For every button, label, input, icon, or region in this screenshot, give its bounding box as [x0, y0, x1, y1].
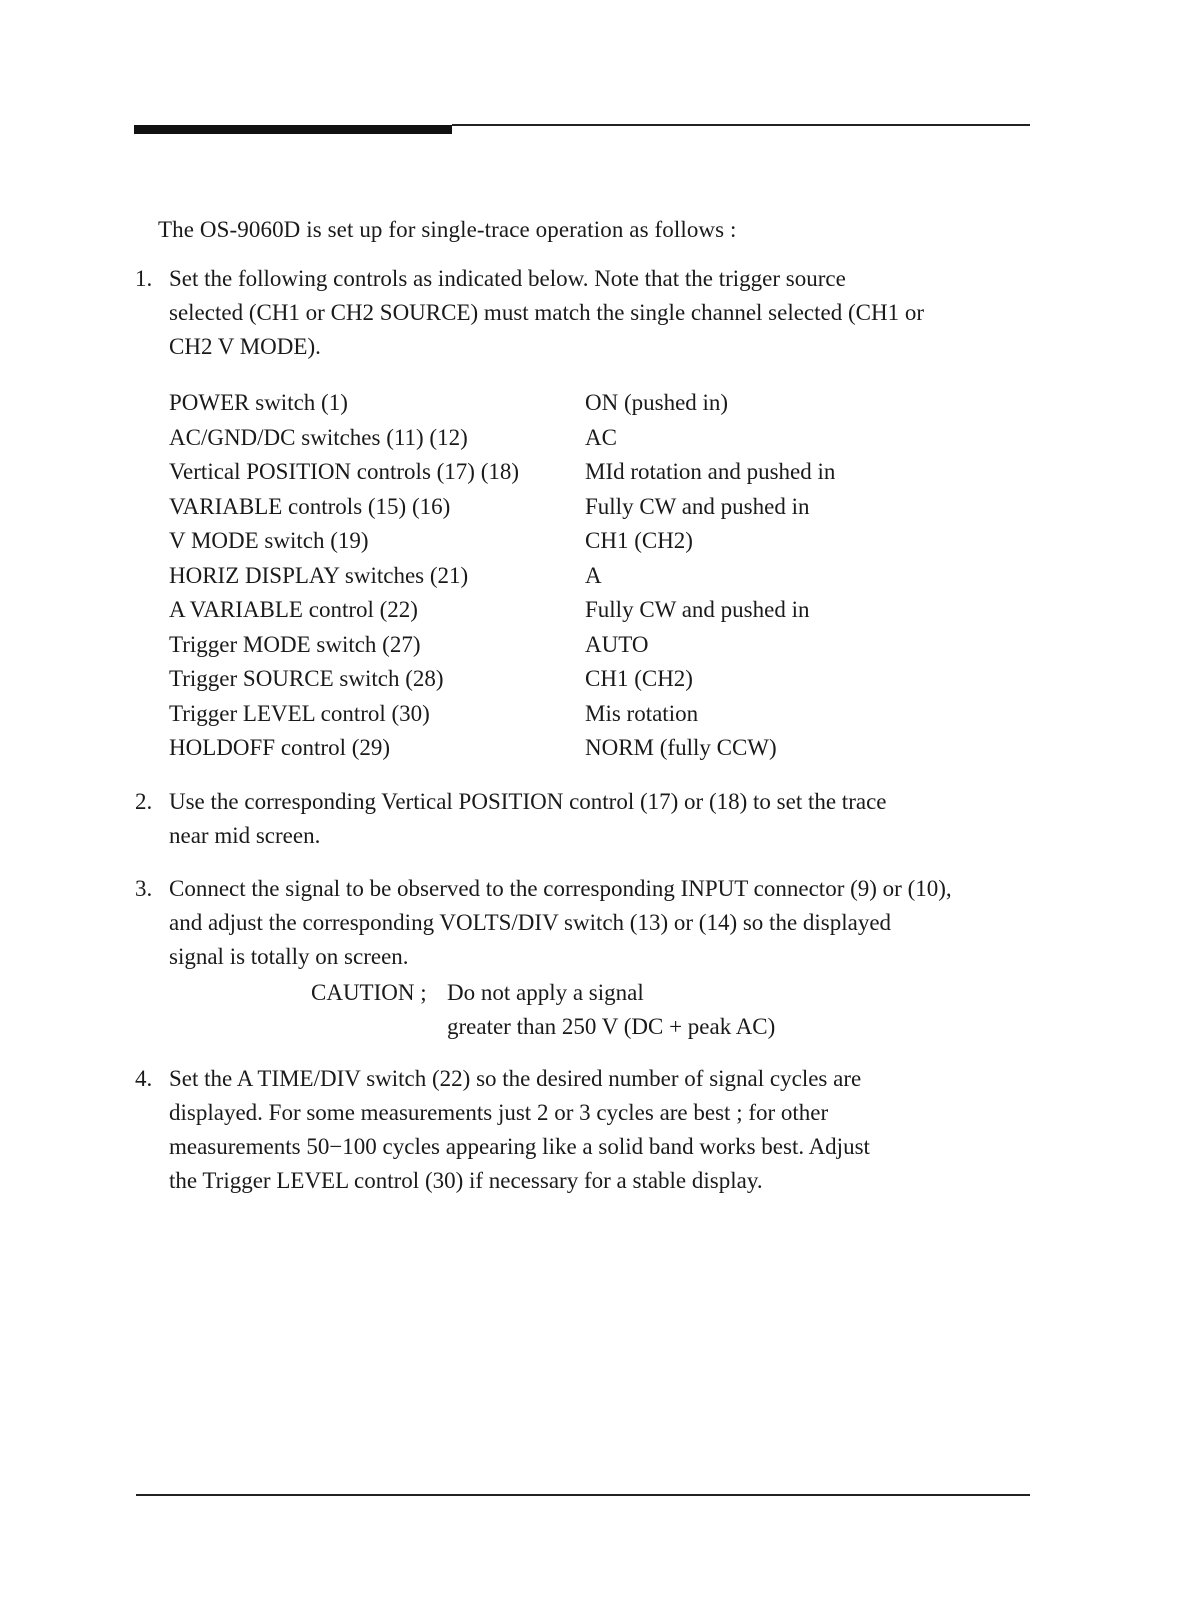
- step-line: signal is totally on screen.: [169, 944, 409, 969]
- control-name: POWER switch (1): [169, 390, 348, 415]
- control-value: Mis rotation: [585, 700, 699, 726]
- control-value: AC: [585, 424, 617, 450]
- step-number: 3.: [135, 876, 153, 901]
- control-name: Trigger LEVEL control (30): [169, 700, 430, 726]
- step-number: 4.: [135, 1066, 153, 1091]
- step-line: displayed. For some measurements just 2 or 3 cycles are best ; for other: [169, 1100, 829, 1125]
- caution-line: Do not apply a signal: [447, 980, 644, 1005]
- step-number: 1.: [135, 266, 153, 291]
- header-thick-rule: [134, 125, 452, 134]
- step-line: CH2 V MODE).: [169, 334, 321, 359]
- step-body: [169, 872, 952, 974]
- control-name: Vertical POSITION controls (17) (18): [169, 459, 520, 484]
- control-value: A: [585, 562, 602, 588]
- step-line: Connect the signal to be observed to the corresponding INPUT connector (9) or (10),: [169, 876, 952, 901]
- header-thin-rule: [452, 124, 1030, 126]
- step-body: [169, 1062, 870, 1198]
- step-body: [169, 785, 886, 853]
- step-line: selected (CH1 or CH2 SOURCE) must match the single channel selected (CH1 or: [169, 300, 925, 325]
- step-line: near mid screen.: [169, 823, 321, 848]
- footer-rule: [136, 1494, 1030, 1496]
- control-name: Trigger SOURCE switch (28): [169, 666, 444, 691]
- intro-text: The OS-9060D is set up for single-trace operation as follows :: [158, 217, 737, 242]
- caution-line: greater than 250 V (DC + peak AC): [447, 1014, 776, 1039]
- control-name: AC/GND/DC switches (11) (12): [169, 424, 468, 450]
- control-value: ON (pushed in): [585, 390, 729, 415]
- step-line: Use the corresponding Vertical POSITION control (17) or (18) to set the trace: [169, 789, 887, 814]
- control-value: MId rotation and pushed in: [585, 459, 836, 484]
- control-value: CH1 (CH2): [585, 666, 693, 691]
- control-name: Trigger MODE switch (27): [169, 631, 421, 657]
- step-line: measurements 50−100 cycles appearing like a solid band works best. Adjust: [169, 1134, 870, 1159]
- control-value: Fully CW and pushed in: [585, 493, 810, 519]
- step-number: 2.: [135, 789, 153, 814]
- control-value: AUTO: [585, 631, 649, 657]
- control-name: HORIZ DISPLAY switches (21): [169, 562, 469, 588]
- control-value: CH1 (CH2): [585, 528, 693, 553]
- step-body: [169, 262, 924, 364]
- control-name: V MODE switch (19): [169, 528, 369, 553]
- control-value: Fully CW and pushed in: [585, 597, 810, 622]
- caution-label: CAUTION ;: [311, 980, 427, 1005]
- step-line: Set the following controls as indicated below. Note that the trigger source: [169, 266, 846, 291]
- control-name: HOLDOFF control (29): [169, 735, 391, 760]
- control-value: NORM (fully CCW): [585, 735, 777, 760]
- caution-note: [311, 976, 776, 1039]
- step-line: and adjust the corresponding VOLTS/DIV switch (13) or (14) so the displayed: [169, 910, 892, 935]
- control-name: A VARIABLE control (22): [169, 597, 418, 622]
- step-line: Set the A TIME/DIV switch (22) so the desired number of signal cycles are: [169, 1066, 862, 1091]
- control-name: VARIABLE controls (15) (16): [169, 493, 451, 519]
- step-line: the Trigger LEVEL control (30) if necessary for a stable display.: [169, 1168, 763, 1193]
